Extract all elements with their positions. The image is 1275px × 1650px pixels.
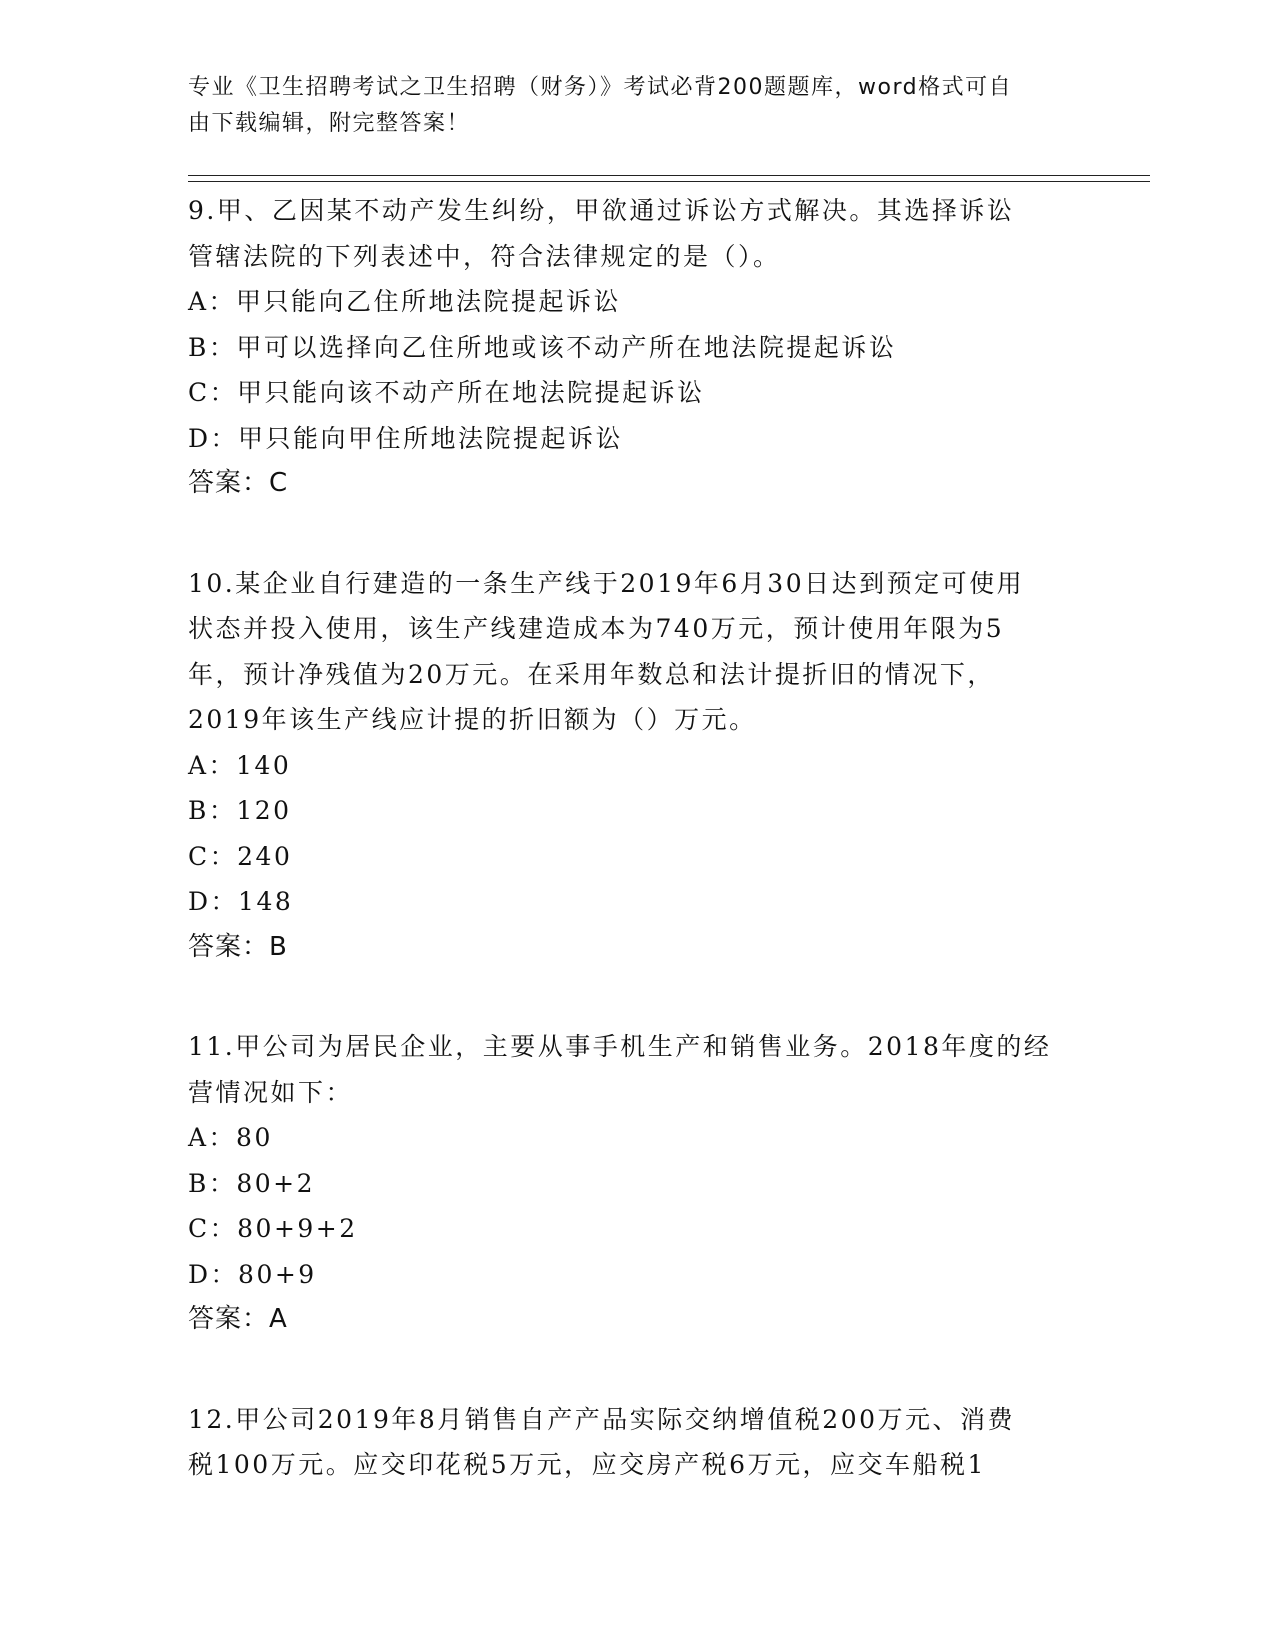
document-header <box>188 70 1088 142</box>
answer-line: 答案：A <box>188 1304 288 1334</box>
header-rule-top <box>188 175 1150 176</box>
option-a: A：甲只能向乙住所地法院提起诉讼 <box>188 287 622 316</box>
question-stem-line: 11.甲公司为居民企业，主要从事手机生产和销售业务。2018年度的经 <box>188 1032 1052 1061</box>
option-c: C：80+9+2 <box>188 1214 358 1243</box>
answer-line: 答案：B <box>188 931 288 962</box>
option-b: B：120 <box>188 796 292 825</box>
question-stem-line: 状态并投入使用，该生产线建造成本为740万元，预计使用年限为5 <box>188 614 1005 643</box>
option-d: D：148 <box>188 887 294 916</box>
answer-line: 答案：C <box>188 468 289 498</box>
header-rule-bottom <box>188 181 1150 182</box>
question-stem-line: 12.甲公司2019年8月销售自产产品实际交纳增值税200万元、消费 <box>188 1404 1016 1434</box>
question-10 <box>188 561 1088 971</box>
option-a: A：80 <box>188 1123 273 1152</box>
question-stem-line: 管辖法院的下列表述中，符合法律规定的是（）。 <box>188 241 781 271</box>
question-stem-line: 9.甲、乙因某不动产发生纠纷，甲欲通过诉讼方式解决。其选择诉讼 <box>188 196 1015 225</box>
header-line-2: 由下载编辑，附完整答案！ <box>188 111 471 136</box>
option-d: D：甲只能向甲住所地法院提起诉讼 <box>188 423 624 453</box>
option-a: A：140 <box>188 750 292 780</box>
question-stem-line: 2019年该生产线应计提的折旧额为（）万元。 <box>188 705 757 734</box>
header-line-1: 专业《卫生招聘考试之卫生招聘（财务）》考试必背200题题库，word格式可自 <box>188 75 1013 100</box>
question-stem-line: 10.某企业自行建造的一条生产线于2019年6月30日达到预定可使用 <box>188 568 1025 598</box>
question-stem-line: 年，预计净残值为20万元。在采用年数总和法计提折旧的情况下， <box>188 659 995 689</box>
question-stem-line: 税100万元。应交印花税5万元，应交房产税6万元，应交车船税1 <box>188 1450 986 1479</box>
option-b: B：80+2 <box>188 1168 316 1198</box>
question-11 <box>188 1024 1088 1343</box>
option-d: D：80+9 <box>188 1259 317 1289</box>
option-c: C：240 <box>188 841 293 871</box>
question-stem-line: 营情况如下： <box>188 1077 354 1107</box>
question-9 <box>188 188 1088 507</box>
option-b: B：甲可以选择向乙住所地或该不动产所在地法院提起诉讼 <box>188 332 897 362</box>
question-list <box>188 188 1088 1542</box>
question-12 <box>188 1397 1088 1488</box>
option-c: C：甲只能向该不动产所在地法院提起诉讼 <box>188 378 705 407</box>
